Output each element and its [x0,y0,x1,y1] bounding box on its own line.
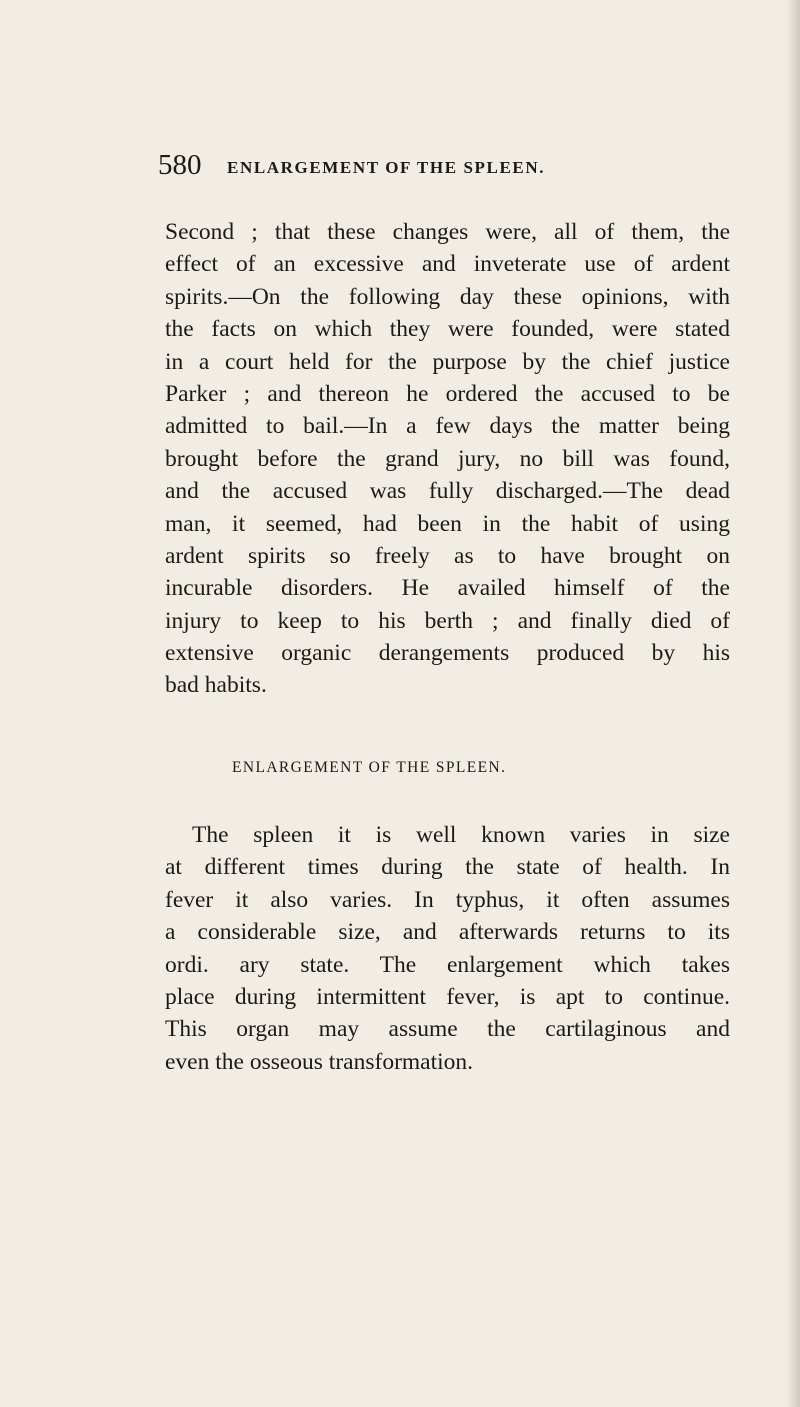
text-line: bad habits. [165,672,267,699]
text-line: ardent spirits so freely as to have brought on [165,542,730,569]
running-title: ENLARGEMENT OF THE SPLEEN. [227,158,546,177]
text-line: admitted to bail.—In a few days the matter being [165,413,730,440]
text-line: man, it seemed, had been in the habit of using [165,510,730,537]
text-line: fever it also varies. In typhus, it often assumes [165,886,730,913]
text-line: brought before the grand jury, no bill was found, [165,445,730,472]
text-line: extensive organic derangements produced by his [165,640,730,667]
running-head [158,145,758,185]
text-line: Second ; that these changes were, all of them, the [165,219,730,245]
section-heading: ENLARGEMENT OF THE SPLEEN. [232,759,507,776]
section-paragraph [165,819,730,1078]
text-line: in a court held for the purpose by the chief justice [165,348,730,375]
text-line: effect of an excessive and inveterate use of ardent [165,251,730,278]
text-line: place during intermittent fever, is apt to continue. [165,983,730,1010]
text-line: ordi. ary state. The enlargement which takes [165,951,730,978]
text-line: the facts on which they were founded, were stated [165,316,730,343]
page-edge-shadow [786,0,800,1407]
text-line: This organ may assume the cartilaginous and [165,1016,730,1043]
paragraph-continuation [165,216,730,702]
text-line: incurable disorders. He availed himself of the [165,575,730,602]
text-line: at different times during the state of health. In [165,854,730,881]
text-line: even the osseous transformation. [165,1048,474,1075]
text-line: spirits.—On the following day these opinions, with [165,283,730,310]
text-line: The spleen it is well known varies in size [192,822,730,848]
text-line: Parker ; and thereon he ordered the accused to be [165,380,730,407]
page-number: 580 [158,149,202,181]
text-line: a considerable size, and afterwards returns to its [165,919,730,946]
text-line: injury to keep to his berth ; and finally died of [165,607,730,634]
text-line: and the accused was fully discharged.—The dead [165,478,730,505]
